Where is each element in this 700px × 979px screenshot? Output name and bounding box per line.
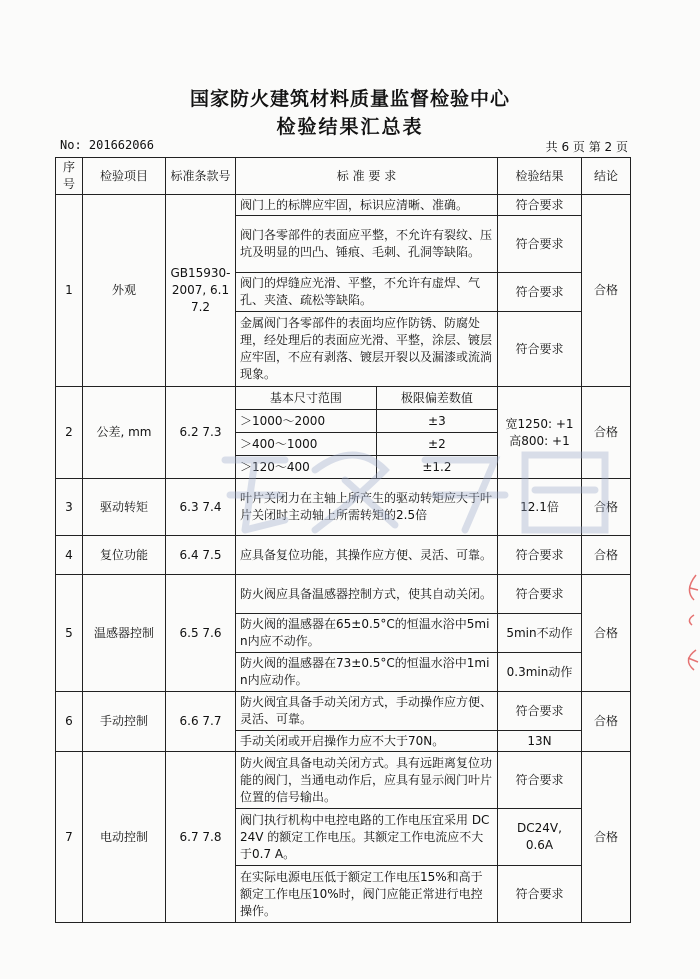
row-item: 驱动转矩 [83, 479, 166, 536]
header-result: 检验结果 [498, 158, 582, 195]
result-value: 符合要求 [498, 575, 582, 614]
requirement-text: 手动关闭或开启操作力应不大于70N。 [236, 731, 498, 752]
result-value: 符合要求 [498, 536, 582, 575]
conclusion-value: 合格 [582, 479, 631, 536]
page-indicator: 共 6 页 第 2 页 [545, 140, 628, 154]
row-item: 外观 [83, 195, 166, 387]
tolerance-header-size: 基本尺寸范围 [236, 387, 376, 410]
report-subtitle: 检验结果汇总表 [276, 116, 424, 138]
requirement-text: 防火阀的温感器在65±0.5°C的恒温水浴中5min内应不动作。 [236, 614, 498, 653]
row-no: 5 [56, 575, 83, 692]
row-item: 复位功能 [83, 536, 166, 575]
result-value: 0.3min动作 [498, 653, 582, 692]
result-value: 13N [498, 731, 582, 752]
table-row [56, 195, 631, 216]
table-row [56, 387, 631, 479]
header-requirement: 标 准 要 求 [236, 158, 498, 195]
requirement-text: 应具备复位功能，其操作应方便、灵活、可靠。 [236, 536, 498, 575]
tolerance-range: ＞120～400 [236, 456, 376, 479]
tolerance-table-cell [236, 387, 498, 479]
result-value: 宽1250: +1 高800: +1 [498, 387, 582, 479]
tolerance-table [236, 387, 497, 478]
row-clause: 6.4 7.5 [166, 536, 236, 575]
row-item: 电动控制 [83, 752, 166, 923]
row-no: 1 [56, 195, 83, 387]
tolerance-deviation: ±3 [376, 410, 497, 433]
header-item: 检验项目 [83, 158, 166, 195]
requirement-text: 阀门执行机构中电控电路的工作电压宜采用 DC24V 的额定工作电压。其额定工作电流应不大于0.7 A。 [236, 809, 498, 866]
row-clause: 6.2 7.3 [166, 387, 236, 479]
requirement-text: 防火阀应具备温感器控制方式，使其自动关闭。 [236, 575, 498, 614]
results-table [55, 157, 631, 923]
table-header-row [56, 158, 631, 195]
report-title: 国家防火建筑材料质量监督检验中心 [189, 88, 510, 110]
row-clause: 6.7 7.8 [166, 752, 236, 923]
requirement-text: 防火阀宜具备电动关闭方式。具有远距离复位功能的阀门，当通电动作后，应具有显示阀门叶片位置的信号输出。 [236, 752, 498, 809]
header-clause: 标准条款号 [166, 158, 236, 195]
result-value: 12.1倍 [498, 479, 582, 536]
table-row [56, 479, 631, 536]
conclusion-value: 合格 [582, 752, 631, 923]
result-value: 符合要求 [498, 752, 582, 809]
row-item: 手动控制 [83, 692, 166, 752]
conclusion-value: 合格 [582, 692, 631, 752]
conclusion-value: 合格 [582, 575, 631, 692]
row-no: 7 [56, 752, 83, 923]
row-clause: GB15930-2007, 6.1 7.2 [166, 195, 236, 387]
requirement-text: 阀门的焊缝应光滑、平整，不允许有虚焊、气孔、夹渣、疏松等缺陷。 [236, 273, 498, 312]
tolerance-header-deviation: 极限偏差数值 [376, 387, 497, 410]
red-stamp-fragment [676, 570, 700, 680]
result-value: 符合要求 [498, 273, 582, 312]
table-row [56, 536, 631, 575]
row-no: 4 [56, 536, 83, 575]
row-no: 2 [56, 387, 83, 479]
result-value: 符合要求 [498, 312, 582, 387]
tolerance-range: ＞1000～2000 [236, 410, 376, 433]
header-no: 序号 [56, 158, 83, 195]
table-row [56, 752, 631, 809]
row-no: 3 [56, 479, 83, 536]
row-item: 温感器控制 [83, 575, 166, 692]
table-row [56, 692, 631, 731]
row-clause: 6.6 7.7 [166, 692, 236, 752]
result-value: 符合要求 [498, 216, 582, 273]
result-value: 符合要求 [498, 195, 582, 216]
row-item: 公差, mm [83, 387, 166, 479]
requirement-text: 防火阀的温感器在73±0.5°C的恒温水浴中1min内应动作。 [236, 653, 498, 692]
row-clause: 6.3 7.4 [166, 479, 236, 536]
result-value: DC24V, 0.6A [498, 809, 582, 866]
result-value: 5min不动作 [498, 614, 582, 653]
conclusion-value: 合格 [582, 387, 631, 479]
tolerance-deviation: ±2 [376, 433, 497, 456]
requirement-text: 阀门上的标牌应牢固，标识应清晰、准确。 [236, 195, 498, 216]
document-number: No: 201662066 [60, 138, 154, 152]
conclusion-value: 合格 [582, 195, 631, 387]
table-row [56, 575, 631, 614]
tolerance-deviation: ±1.2 [376, 456, 497, 479]
requirement-text: 防火阀宜具备手动关闭方式，手动操作应方便、灵活、可靠。 [236, 692, 498, 731]
requirement-text: 叶片关闭力在主轴上所产生的驱动转矩应大于叶片关闭时主动轴上所需转矩的2.5倍 [236, 479, 498, 536]
header-conclusion: 结论 [582, 158, 631, 195]
row-no: 6 [56, 692, 83, 752]
requirement-text: 在实际电源电压低于额定工作电压15%和高于额定工作电压10%时，阀门应能正常进行电控操作。 [236, 866, 498, 923]
requirement-text: 阀门各零部件的表面应平整，不允许有裂纹、压坑及明显的凹凸、锤痕、毛刺、孔洞等缺陷。 [236, 216, 498, 273]
result-value: 符合要求 [498, 866, 582, 923]
conclusion-value: 合格 [582, 536, 631, 575]
requirement-text: 金属阀门各零部件的表面均应作防锈、防腐处理，经处理后的表面应光滑、平整，涂层、镀层应牢固，不应有剥落、镀层开裂以及漏漆或流淌现象。 [236, 312, 498, 387]
row-clause: 6.5 7.6 [166, 575, 236, 692]
result-value: 符合要求 [498, 692, 582, 731]
tolerance-range: ＞400～1000 [236, 433, 376, 456]
